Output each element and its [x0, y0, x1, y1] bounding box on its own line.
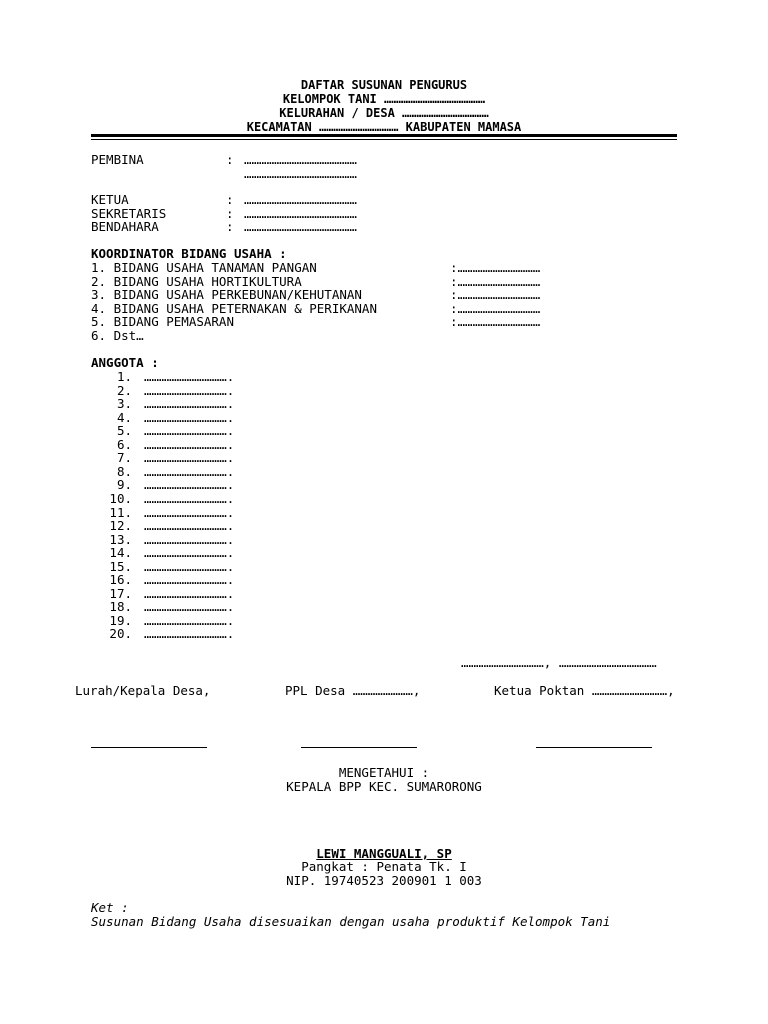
officer-sep: :: [226, 192, 234, 207]
anggota-dots: …………………………….: [144, 572, 235, 587]
signer-ppl: PPL Desa ……………………,: [285, 683, 421, 698]
anggota-number: 4.: [116, 410, 132, 425]
signature-line-ketua: [536, 747, 652, 748]
signer-ketua: Ketua Poktan …………………………,: [494, 683, 675, 698]
header-rule-thin: [91, 139, 677, 140]
anggota-number: 9.: [116, 477, 132, 492]
anggota-number: 16.: [109, 572, 132, 587]
title-daftar: DAFTAR SUSUNAN PENGURUS: [300, 78, 468, 92]
officer-value: ………………………………………: [244, 192, 357, 207]
anggota-dots: …………………………….: [144, 450, 235, 465]
anggota-number: 12.: [109, 518, 132, 533]
anggota-number: 18.: [109, 599, 132, 614]
koordinator-item-label: 3. BIDANG USAHA PERKEBUNAN/KEHUTANAN: [91, 287, 362, 302]
note-label: Ket :: [91, 900, 129, 915]
anggota-number: 11.: [109, 505, 132, 520]
anggota-dots: …………………………….: [144, 437, 235, 452]
koordinator-item-value: :……………………………: [450, 260, 541, 275]
anggota-dots: …………………………….: [144, 464, 235, 479]
officer-label-bendahara: BENDAHARA: [91, 219, 159, 234]
officer-label-pembina: PEMBINA: [91, 152, 144, 167]
anggota-number: 2.: [116, 383, 132, 398]
officer-label-ketua: KETUA: [91, 192, 129, 207]
officer-sep: :: [226, 152, 234, 167]
koordinator-item-label: 5. BIDANG PEMASARAN: [91, 314, 234, 329]
anggota-number: 8.: [116, 464, 132, 479]
anggota-dots: …………………………….: [144, 369, 235, 384]
place-date: ……………………………, …………………………………: [461, 655, 657, 670]
koordinator-item-value: :……………………………: [450, 287, 541, 302]
anggota-dots: …………………………….: [144, 410, 235, 425]
koordinator-item-label: 4. BIDANG USAHA PETERNAKAN & PERIKANAN: [91, 301, 377, 316]
anggota-dots: …………………………….: [144, 396, 235, 411]
anggota-number: 5.: [116, 423, 132, 438]
anggota-dots: …………………………….: [144, 599, 235, 614]
anggota-dots: …………………………….: [144, 491, 235, 506]
anggota-dots: …………………………….: [144, 518, 235, 533]
title-kelurahan: KELURAHAN / DESA ………………………………: [279, 106, 489, 120]
anggota-number: 7.: [116, 450, 132, 465]
koordinator-item-value: :……………………………: [450, 301, 541, 316]
anggota-dots: …………………………….: [144, 626, 235, 641]
anggota-number: 17.: [109, 586, 132, 601]
mengetahui-pangkat: Pangkat : Penata Tk. I: [301, 859, 467, 874]
anggota-dots: …………………………….: [144, 383, 235, 398]
mengetahui-position: KEPALA BPP KEC. SUMARORONG: [286, 779, 482, 794]
mengetahui-label: MENGETAHUI :: [338, 765, 430, 780]
anggota-dots: …………………………….: [144, 613, 235, 628]
officer-value: ………………………………………: [244, 219, 357, 234]
anggota-dots: …………………………….: [144, 505, 235, 520]
title-kelompok-tani: KELOMPOK TANI ……………………………………: [282, 92, 486, 106]
title-kecamatan: KECAMATAN …………………………… KABUPATEN MAMASA: [246, 120, 522, 134]
anggota-dots: …………………………….: [144, 545, 235, 560]
anggota-title: ANGGOTA :: [91, 355, 159, 370]
officer-sep: :: [226, 206, 234, 221]
note-text: Susunan Bidang Usaha disesuaikan dengan usaha produktif Kelompok Tani: [91, 914, 611, 929]
anggota-number: 3.: [116, 396, 132, 411]
anggota-number: 13.: [109, 532, 132, 547]
anggota-dots: …………………………….: [144, 423, 235, 438]
officer-sep: :: [226, 219, 234, 234]
anggota-dots: …………………………….: [144, 559, 235, 574]
koordinator-item-value: :……………………………: [450, 314, 541, 329]
signature-line-ppl: [301, 747, 417, 748]
anggota-number: 10.: [109, 491, 132, 506]
koordinator-item-value: :……………………………: [450, 274, 541, 289]
koordinator-item-label: 1. BIDANG USAHA TANAMAN PANGAN: [91, 260, 317, 275]
officer-label-sekretaris: SEKRETARIS: [91, 206, 167, 221]
anggota-number: 14.: [109, 545, 132, 560]
anggota-dots: …………………………….: [144, 532, 235, 547]
mengetahui-nip: NIP. 19740523 200901 1 003: [286, 873, 482, 888]
anggota-number: 19.: [109, 613, 132, 628]
header-rule-thick: [91, 134, 677, 137]
anggota-number: 1.: [116, 369, 132, 384]
anggota-number: 6.: [116, 437, 132, 452]
signature-line-lurah: [91, 747, 207, 748]
officer-value: ………………………………………: [244, 206, 357, 221]
koordinator-item-label: 6. Dst…: [91, 328, 144, 343]
anggota-number: 15.: [109, 559, 132, 574]
officer-value: ………………………………………: [244, 152, 357, 167]
anggota-dots: …………………………….: [144, 477, 235, 492]
koordinator-item-label: 2. BIDANG USAHA HORTIKULTURA: [91, 274, 302, 289]
mengetahui-name: LEWI MANGGUALI, SP: [316, 846, 452, 861]
anggota-dots: …………………………….: [144, 586, 235, 601]
koordinator-title: KOORDINATOR BIDANG USAHA :: [91, 246, 287, 261]
anggota-number: 20.: [109, 626, 132, 641]
signer-lurah: Lurah/Kepala Desa,: [75, 683, 211, 698]
officer-value: ………………………………………: [244, 166, 357, 181]
